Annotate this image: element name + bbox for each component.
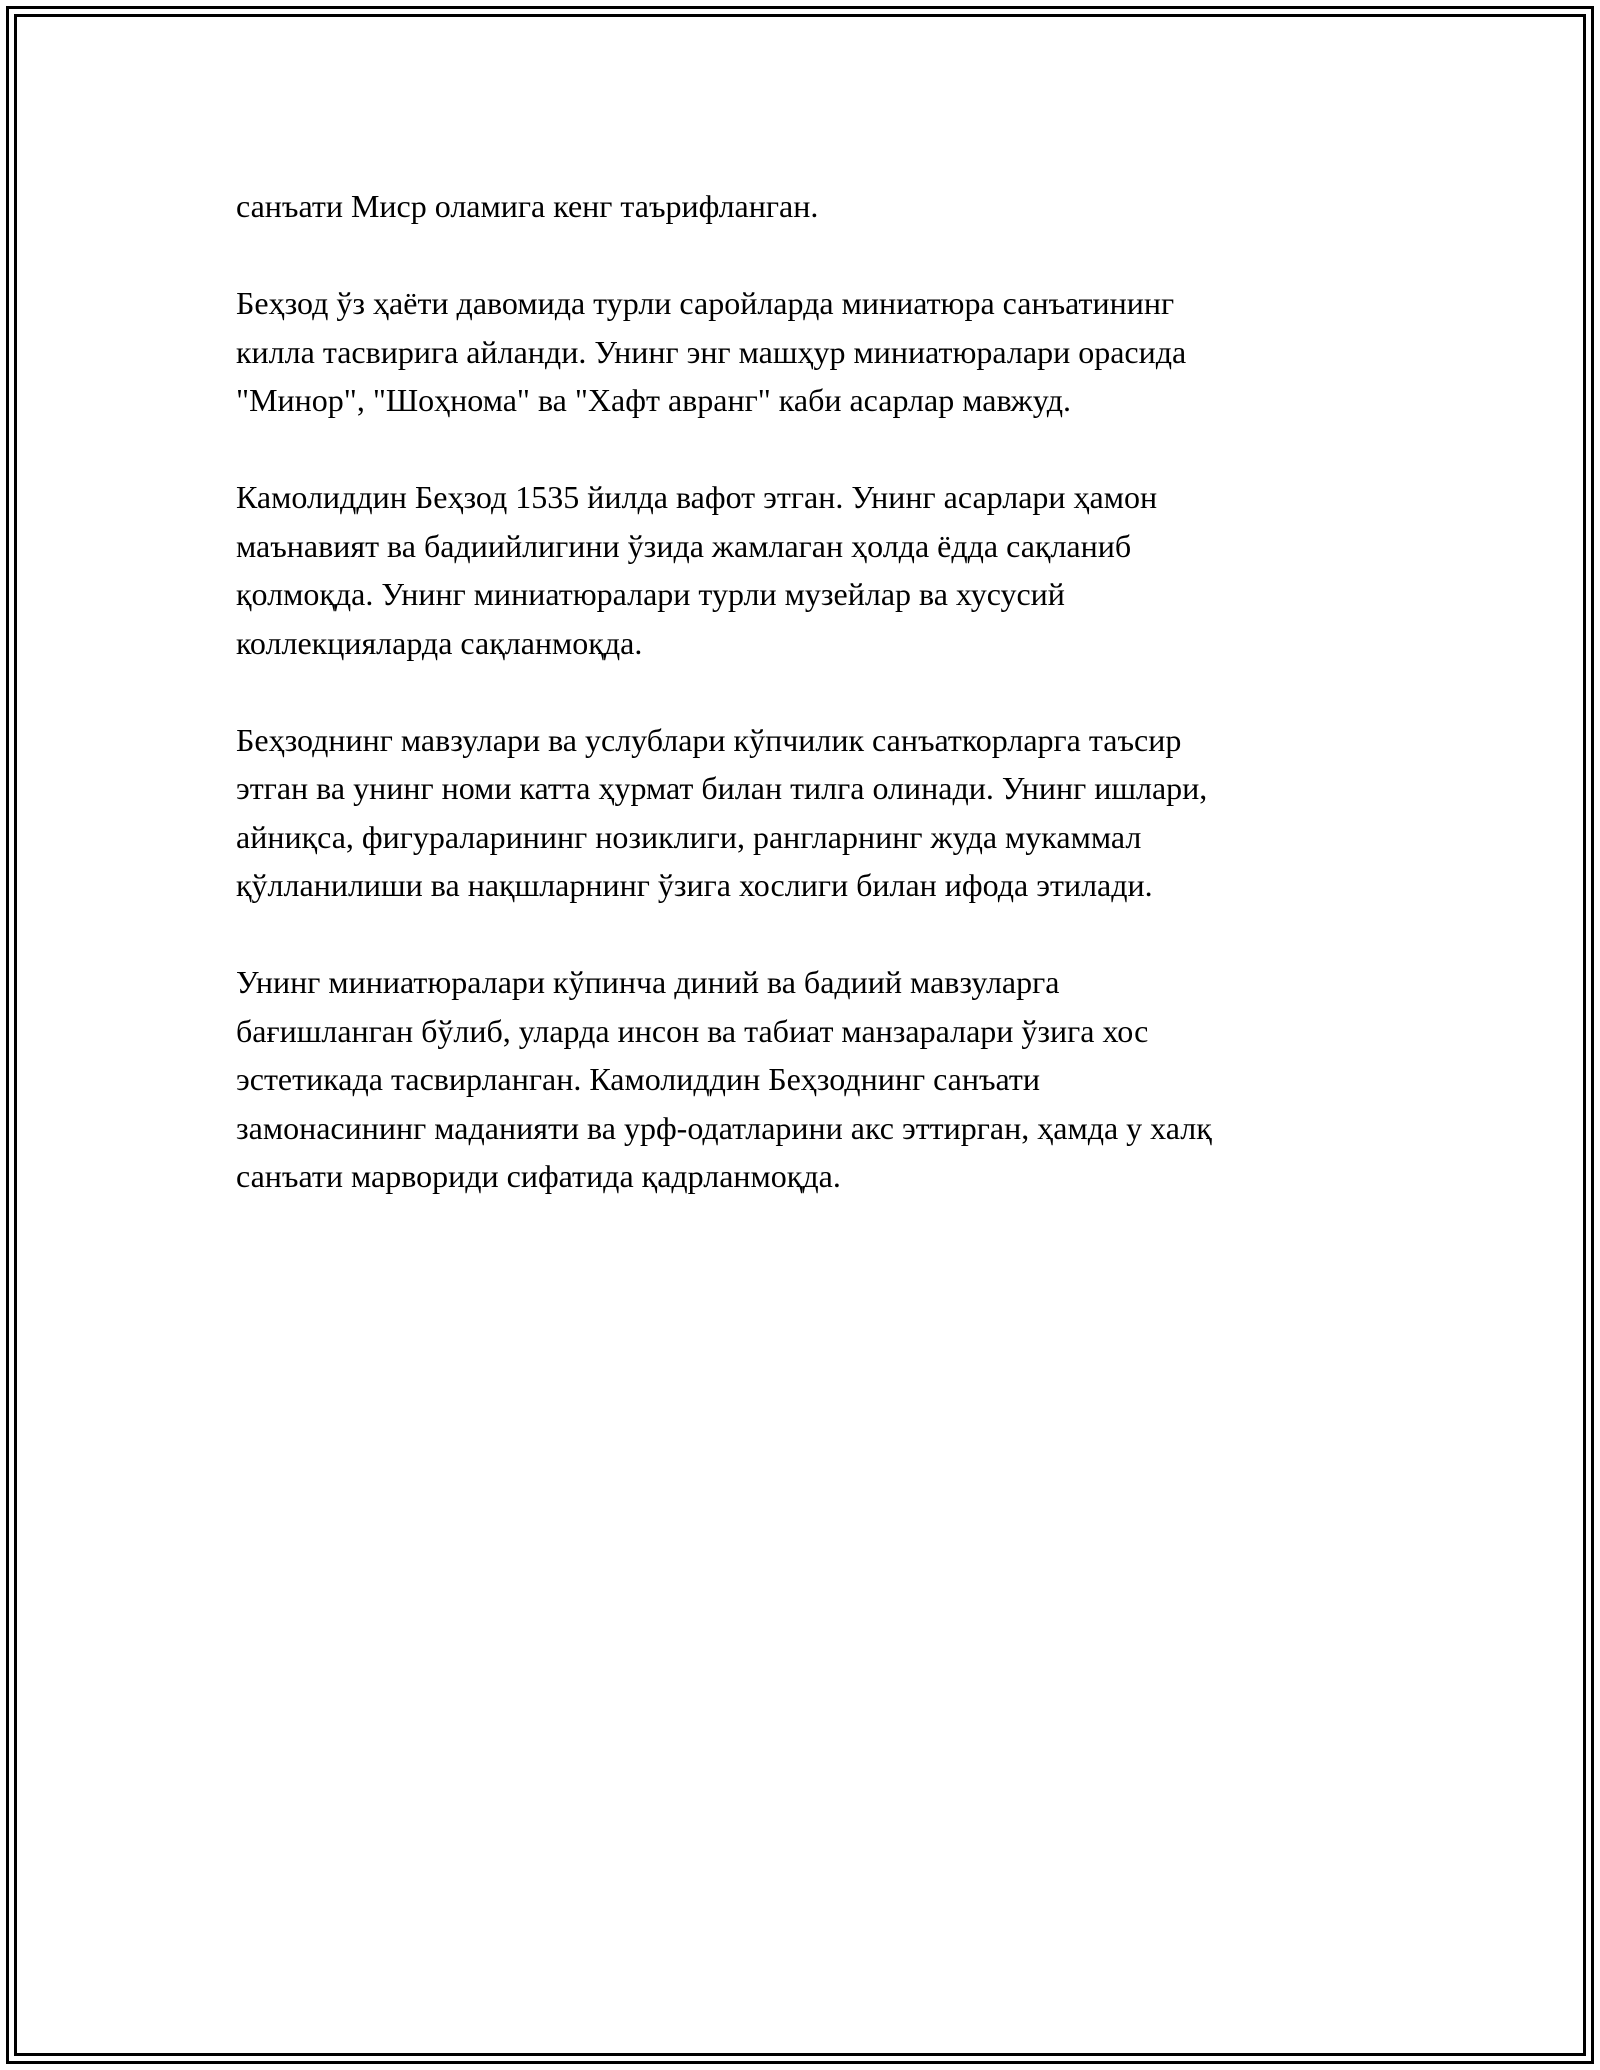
text-line: "Минор", "Шоҳнома" ва "Хафт авранг" каби асарлар мавжуд. [236,382,1072,418]
text-line: килла тасвирига айланди. Унинг энг машҳур миниатюралари орасида [236,333,1187,370]
text-line: этган ва унинг номи катта ҳурмат билан тилга олинади. Унинг ишлари, [236,770,1208,806]
text-line: Беҳзоднинг мавзулари ва услублари кўпчилик санъаткорларга таъсир [236,721,1182,758]
document-body [236,182,1396,1249]
text-line: маънавият ва бадиийлигини ўзида жамлаган ҳолда ёдда сақланиб [236,527,1132,564]
text-line: Беҳзод ўз ҳаёти давомида турли саройларда миниатюра санъатининг [236,285,1175,321]
text-line: Унинг миниатюралари кўпинча диний ва бадиий мавзуларга [236,964,1060,1000]
paragraph-2 [236,279,1396,425]
paragraph-5 [236,958,1396,1201]
paragraph-1 [236,182,1396,231]
text-line: қолмоқда. Унинг миниатюралари турли музейлар ва хусусий [236,576,1065,612]
text-line: коллекцияларда сақланмоқда. [236,624,643,661]
text-line: санъати марвориди сифатида қадрланмоқда. [236,1158,841,1194]
text-line: эстетикада тасвирланган. Камолиддин Беҳзоднинг санъати [236,1061,1041,1097]
text-line: қўлланилиши ва нақшларнинг ўзига хослиги билан ифода этилади. [236,867,1153,903]
paragraph-3 [236,473,1396,667]
text-line: замонасининг маданияти ва урф-одатларини акс эттирган, ҳамда у халқ [236,1109,1212,1146]
text-line: бағишланган бўлиб, уларда инсон ва табиат манзаралари ўзига хос [236,1012,1149,1049]
paragraph-4 [236,716,1396,910]
text-line: санъати Миср оламига кенг таърифланган. [236,188,819,224]
text-line: айниқса, фигураларининг нозиклиги, рангларнинг жуда мукаммал [236,818,1142,855]
text-line: Камолиддин Беҳзод 1535 йилда вафот этган. Унинг асарлари ҳамон [236,479,1158,515]
